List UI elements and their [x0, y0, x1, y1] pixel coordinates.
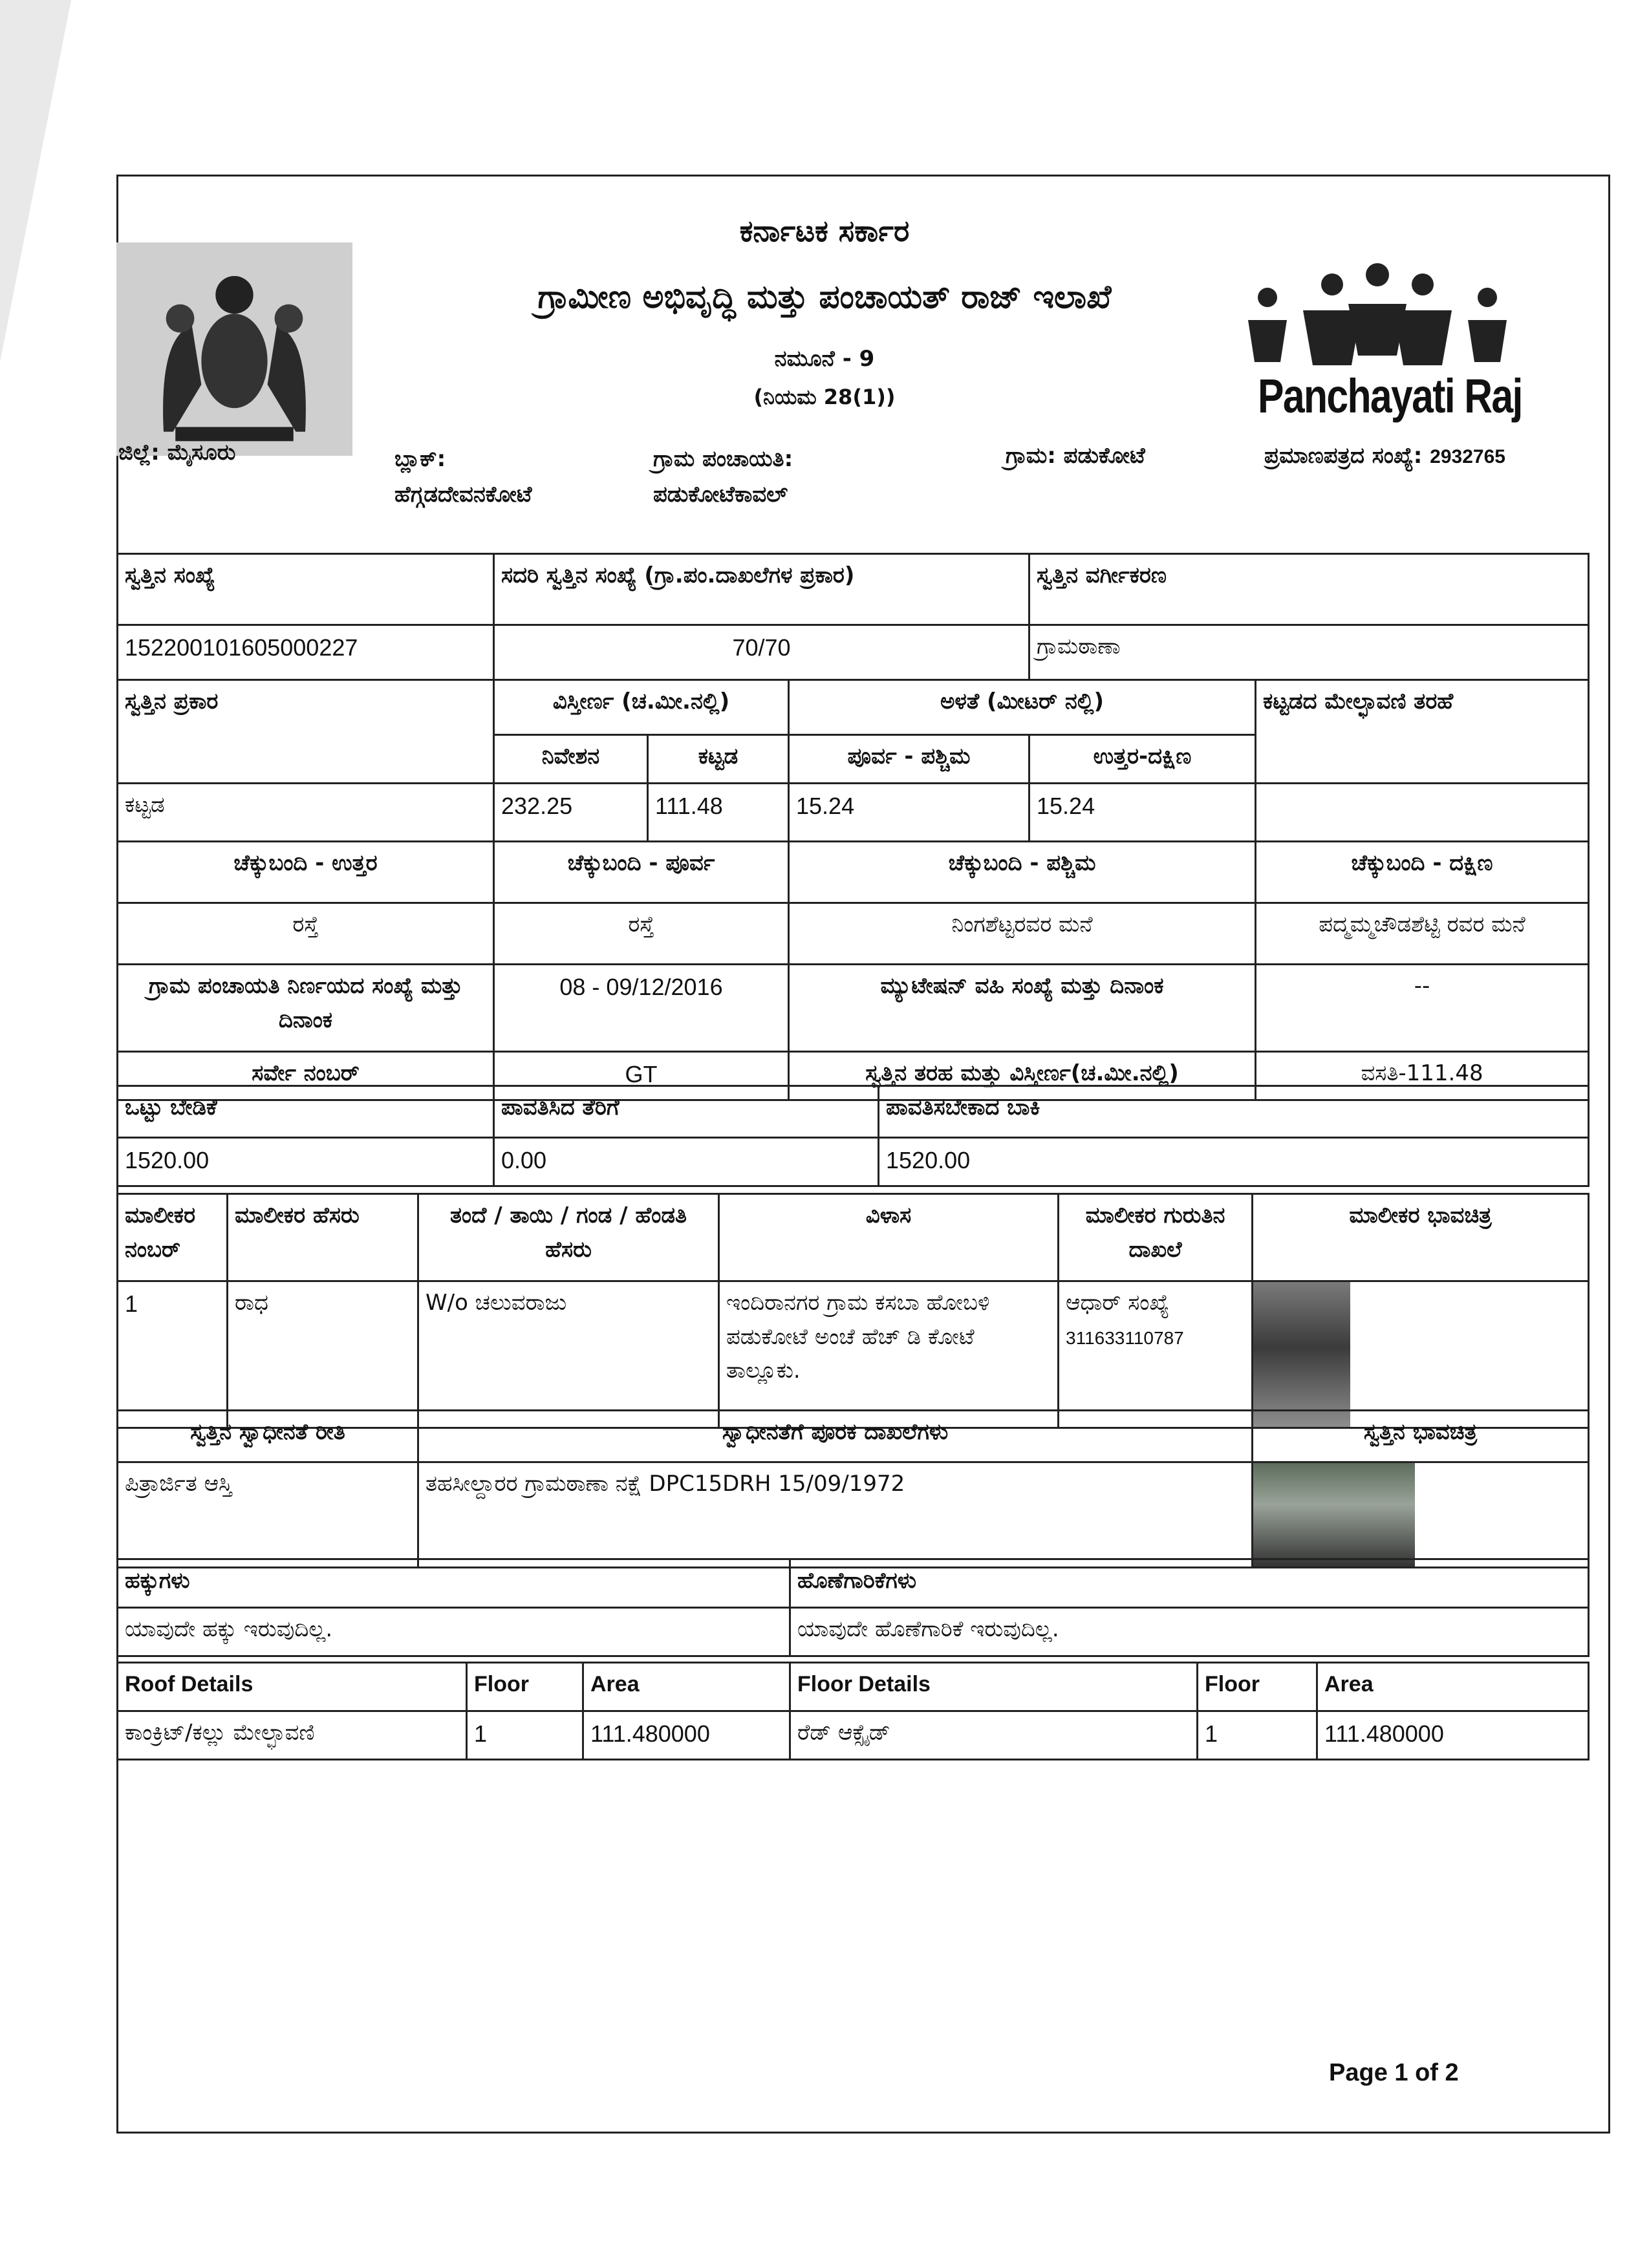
north-south-label: ಉತ್ತರ-ದಕ್ಷಿಣ [1029, 735, 1256, 784]
gram-panchayat-label: ಗ್ರಾಮ ಪಂಚಾಯತಿ: [653, 446, 793, 472]
roof-area: 111.480000 [583, 1711, 790, 1760]
decision-label: ಗ್ರಾಮ ಪಂಚಾಯತಿ ನಿರ್ಣಯದ ಸಂಖ್ಯೆ ಮತ್ತು ದಿನಾಂಕ [118, 965, 494, 1052]
govt-title: ಕರ್ನಾಟಕ ಸರ್ಕಾರ [739, 213, 910, 248]
address-label: ವಿಳಾಸ [719, 1194, 1059, 1281]
property-photo-label: ಸ್ವತ್ತಿನ ಭಾವಚಿತ್ರ [1253, 1411, 1589, 1462]
owner-name-label: ಮಾಲೀಕರ ಹೆಸರು [228, 1194, 418, 1281]
panchayati-raj-logo [1242, 259, 1522, 433]
id-document-label: ಮಾಲೀಕರ ಗುರುತಿನ ದಾಖಲೆ [1059, 1194, 1253, 1281]
certificate-number [1264, 443, 1505, 469]
form-number: ನಮೂನೆ - 9 [774, 346, 875, 372]
relation-label: ತಂದೆ / ತಾಯಿ / ಗಂಡ / ಹೆಂಡತಿ ಹೆಸರು [418, 1194, 719, 1281]
roof-type-label: ಕಟ್ಟಡದ ಮೇಲ್ಛಾವಣಿ ತರಹೆ [1256, 680, 1589, 784]
measurement-label: ಅಳತೆ (ಮೀಟರ್ ನಲ್ಲಿ) [789, 680, 1256, 735]
page-number: Page 1 of 2 [1329, 2059, 1459, 2086]
floor-area-label: Area [1317, 1663, 1589, 1711]
property-type-label: ಸ್ವತ್ತಿನ ಪ್ರಕಾರ [118, 680, 494, 784]
owner-photo [1253, 1282, 1350, 1427]
owner-number: 1 [118, 1281, 228, 1428]
floor-details: ರೆಡ್ ಆಕ್ಸೈಡ್ [790, 1711, 1198, 1760]
balance-due-label: ಪಾವತಿಸಬೇಕಾದ ಬಾಕಿ [879, 1086, 1589, 1138]
ownership-mode: ಪಿತ್ರಾರ್ಜಿತ ಆಸ್ತಿ [118, 1462, 418, 1568]
floor-details-label: Floor Details [790, 1663, 1198, 1711]
certificate-label: ಪ್ರಮಾಣಪತ್ರದ ಸಂಖ್ಯೆ: [1264, 443, 1423, 469]
rights-label: ಹಕ್ಕುಗಳು [118, 1559, 790, 1608]
floor-area: 111.480000 [1317, 1711, 1589, 1760]
roof-area-label: Area [583, 1663, 790, 1711]
paid-tax: 0.00 [494, 1138, 879, 1186]
block-label: ಬ್ಲಾಕ್: [394, 446, 446, 472]
owner-name: ರಾಧ [228, 1281, 418, 1428]
liabilities-label: ಹೊಣೆಗಾರಿಕೆಗಳು [790, 1559, 1589, 1608]
old-property-id: 70/70 [494, 625, 1029, 680]
boundary-north-label: ಚೆಕ್ಕುಬಂದಿ - ಉತ್ತರ [118, 842, 494, 903]
owner-photo-label: ಮಾಲೀಕರ ಭಾವಚಿತ್ರ [1253, 1194, 1589, 1281]
boundary-east: ರಸ್ತೆ [494, 903, 789, 965]
rule-number: (ನಿಯಮ 28(1)) [753, 385, 896, 409]
site-area-label: ನಿವೇಶನ [494, 735, 648, 784]
roof-floor: 1 [467, 1711, 583, 1760]
boundary-south: ಪದ್ಮಮ್ಮಚೌಡಶೆಟ್ಟಿ ರವರ ಮನೆ [1256, 903, 1589, 965]
boundary-north: ರಸ್ತೆ [118, 903, 494, 965]
building-area: 111.48 [648, 784, 789, 842]
building-area-label: ಕಟ್ಟಡ [648, 735, 789, 784]
property-photo-cell [1253, 1462, 1589, 1568]
owner-address: ಇಂದಿರಾನಗರ ಗ್ರಾಮ ಕಸಬಾ ಹೋಬಳಿ ಪಡುಕೋಟೆ ಅಂಚೆ ಹೆಚ್ ಡಿ ಕೋಟೆ ತಾಲ್ಲೂಕು. [719, 1281, 1059, 1428]
roof-details: ಕಾಂಕ್ರಿಟ್/ಕಲ್ಲು ಮೇಲ್ಛಾವಣಿ [118, 1711, 467, 1760]
boundary-west-label: ಚೆಕ್ಕುಬಂದಿ - ಪಶ್ಚಿಮ [789, 842, 1256, 903]
property-type: ಕಟ್ಟಡ [118, 784, 494, 842]
property-photo [1253, 1463, 1415, 1567]
ownership-table [116, 1409, 1590, 1568]
mutation-value: -- [1256, 965, 1589, 1052]
boundary-east-label: ಚೆಕ್ಕುಬಂದಿ - ಪೂರ್ವ [494, 842, 789, 903]
decision-value: 08 - 09/12/2016 [494, 965, 789, 1052]
north-south-length: 15.24 [1029, 784, 1256, 842]
property-class: ಗ್ರಾಮಠಾಣಾ [1029, 625, 1589, 680]
total-demand: 1520.00 [118, 1138, 494, 1186]
certificate-value: 2932765 [1430, 446, 1505, 467]
id-document-type: ಆಧಾರ್ ಸಂಖ್ಯೆ [1066, 1290, 1170, 1316]
ownership-docs: ತಹಸೀಲ್ದಾರರ ಗ್ರಾಮಠಾಣಾ ನಕ್ಷೆ DPC15DRH 15/09/1972 [418, 1462, 1253, 1568]
east-west-label: ಪೂರ್ವ - ಪಶ್ಚಿಮ [789, 735, 1029, 784]
boundary-south-label: ಚೆಕ್ಕುಬಂದಿ - ದಕ್ಷಿಣ [1256, 842, 1589, 903]
property-id-label: ಸ್ವತ್ತಿನ ಸಂಖ್ಯೆ [118, 554, 494, 625]
mutation-label: ಮ್ಯುಟೇಷನ್ ವಹಿ ಸಂಖ್ಯೆ ಮತ್ತು ದಿನಾಂಕ [789, 965, 1256, 1052]
id-document [1059, 1281, 1253, 1428]
ownership-mode-label: ಸ್ವತ್ತಿನ ಸ್ವಾಧೀನತೆ ರೀತಿ [118, 1411, 418, 1462]
liabilities-value: ಯಾವುದೇ ಹೊಣೆಗಾರಿಕೆ ಇರುವುದಿಲ್ಲ. [790, 1608, 1589, 1656]
floor-floor-label: Floor [1198, 1663, 1317, 1711]
floor-floor: 1 [1198, 1711, 1317, 1760]
boundary-west: ನಿಂಗಶೆಟ್ಟರವರ ಮನೆ [789, 903, 1256, 965]
old-property-id-label: ಸದರಿ ಸ್ವತ್ತಿನ ಸಂಖ್ಯೆ (ಗ್ರಾ.ಪಂ.ದಾಖಲೆಗಳ ಪ್ರಕಾರ) [494, 554, 1029, 625]
gram-panchayat-value: ಪಡುಕೋಟೆಕಾವಲ್ [653, 482, 788, 508]
property-class-label: ಸ್ವತ್ತಿನ ವರ್ಗೀಕರಣ [1029, 554, 1589, 625]
roof-type [1256, 784, 1589, 842]
owner-table [116, 1193, 1590, 1429]
roof-details-label: Roof Details [118, 1663, 467, 1711]
logo-text: Panchayati Raj [1258, 369, 1522, 423]
relation-name: W/o ಚಲುವರಾಜು [418, 1281, 719, 1428]
survey-number: GT [494, 1052, 789, 1100]
id-document-number: 311633110787 [1066, 1327, 1184, 1348]
property-id: 152200101605000227 [118, 625, 494, 680]
district: ಜಿಲ್ಲೆ: ಮೈಸೂರು [118, 440, 236, 465]
department-title: ಗ್ರಾಮೀಣ ಅಭಿವೃದ್ಧಿ ಮತ್ತು ಪಂಚಾಯತ್ ರಾಜ್ ಇಲಾಖೆ [537, 278, 1112, 316]
roof-floor-label: Floor [467, 1663, 583, 1711]
village: ಗ್ರಾಮ: ಪಡುಕೋಟೆ [1006, 443, 1145, 469]
survey-number-label: ಸರ್ವೇ ನಂಬರ್ [118, 1052, 494, 1100]
rights-table [116, 1558, 1590, 1657]
panchayati-raj-people-icon [1242, 259, 1513, 381]
ownership-docs-label: ಸ್ವಾಧೀನತೆಗೆ ಪೂರಕ ದಾಖಲೆಗಳು [418, 1411, 1253, 1462]
block-value: ಹೆಗ್ಗಡದೇವನಕೋಟೆ [394, 482, 532, 508]
east-west-length: 15.24 [789, 784, 1029, 842]
total-demand-label: ಒಟ್ಟು ಬೇಡಿಕೆ [118, 1086, 494, 1138]
paid-tax-label: ಪಾವತಿಸಿದ ತೆರಿಗೆ [494, 1086, 879, 1138]
owner-number-label: ಮಾಲೀಕರ ನಂಬರ್ [118, 1194, 228, 1281]
tax-table [116, 1085, 1590, 1187]
balance-due: 1520.00 [879, 1138, 1589, 1186]
property-kind-label: ಸ್ವತ್ತಿನ ತರಹ ಮತ್ತು ವಿಸ್ತೀರ್ಣ(ಚ.ಮೀ.ನಲ್ಲಿ) [789, 1052, 1256, 1100]
area-label: ವಿಸ್ತೀರ್ಣ (ಚ.ಮೀ.ನಲ್ಲಿ) [494, 680, 789, 735]
property-details-table [116, 553, 1590, 1101]
rights-value: ಯಾವುದೇ ಹಕ್ಕು ಇರುವುದಿಲ್ಲ. [118, 1608, 790, 1656]
floor-details-table [116, 1662, 1590, 1760]
owner-photo-cell [1253, 1281, 1589, 1428]
site-area: 232.25 [494, 784, 648, 842]
property-kind: ವಸತಿ-111.48 [1256, 1052, 1589, 1100]
